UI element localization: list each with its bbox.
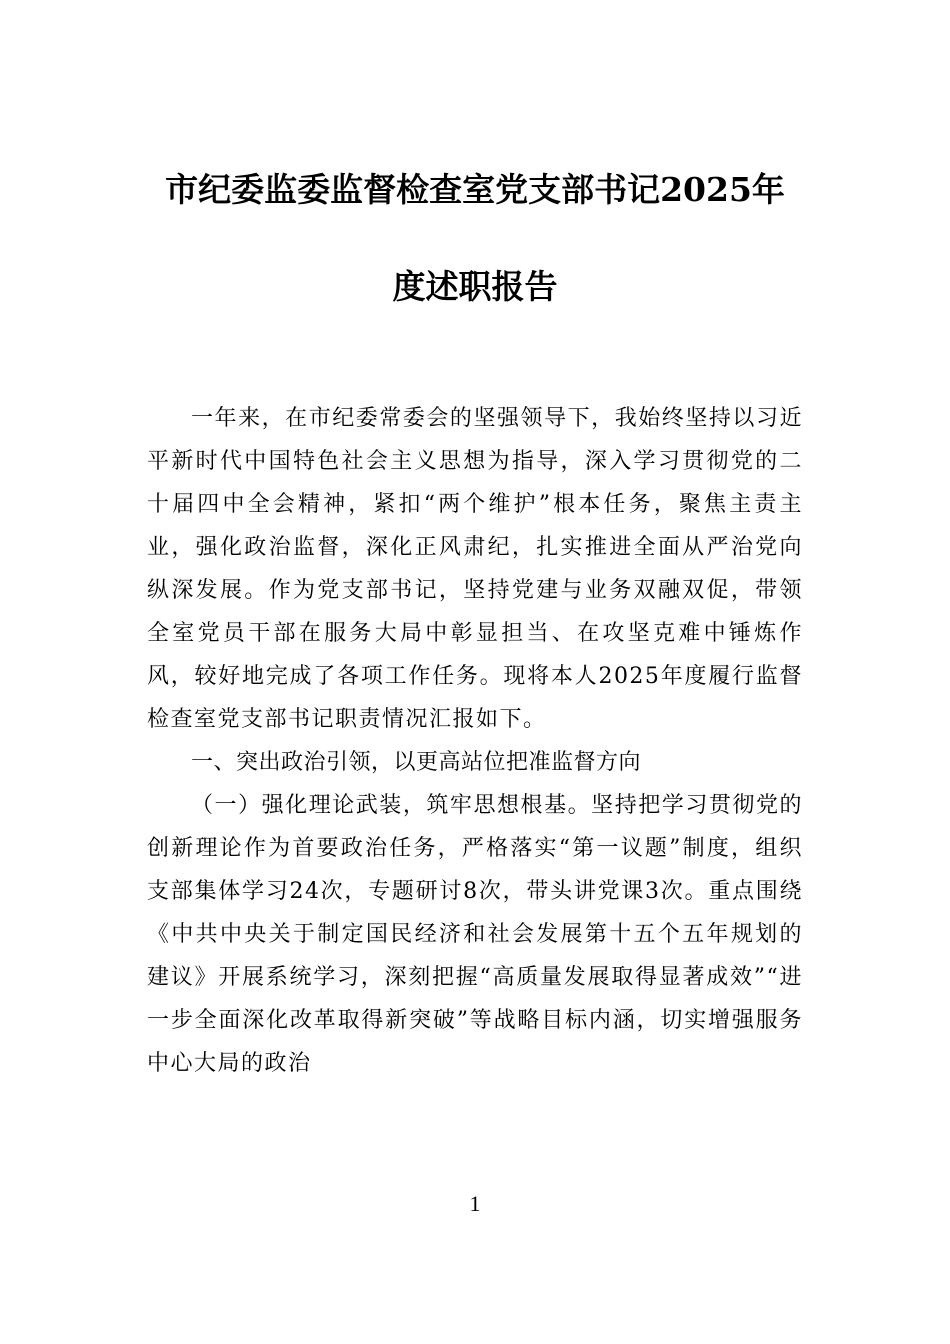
intro-paragraph: 一年来，在市纪委常委会的坚强领导下，我始终坚持以习近平新时代中国特色社会主义思想为指导，深入学习贯彻党的二十届四中全会精神，紧扣“两个维护”根本任务，聚焦主责主业，强化政治监督，深化正风肃纪，扎实推进全面从严治党向纵深发展。作为党支部书记，坚持党建与业务双融双促，带领全室党员干部在服务大局中彰显担当、在攻坚克难中锤炼作风，较好地完成了各项工作任务。现将本人2025年度履行监督检查室党支部书记职责情况汇报如下。 bbox=[147, 406, 803, 732]
subsection-1-lead: （一）强化理论武装，筑牢思想根基。 bbox=[191, 793, 592, 818]
section-1-heading: 一、突出政治引领，以更高站位把准监督方向 bbox=[191, 750, 642, 775]
document-body bbox=[147, 397, 803, 1085]
subsection-1-body: 坚持把学习贯彻党的创新理论作为首要政治任务，严格落实“第一议题”制度，组织支部集体学习24次，专题研讨8次，带头讲党课3次。重点围绕《中共中央关于制定国民经济和社会发展第十五个五年规划的建议》开展系统学习，深刻把握“高质量发展取得显著成效”“进一步全面深化改革取得新突破”等战略目标内涵，切实增强服务中心大局的政治 bbox=[147, 793, 803, 1076]
document-title-line-2: 度述职报告 bbox=[392, 267, 558, 306]
document-title-line-1: 市纪委监委监督检查室党支部书记2025年 bbox=[165, 170, 785, 209]
subsection-1-paragraph bbox=[147, 784, 803, 1085]
page-number: 1 bbox=[469, 1191, 481, 1216]
